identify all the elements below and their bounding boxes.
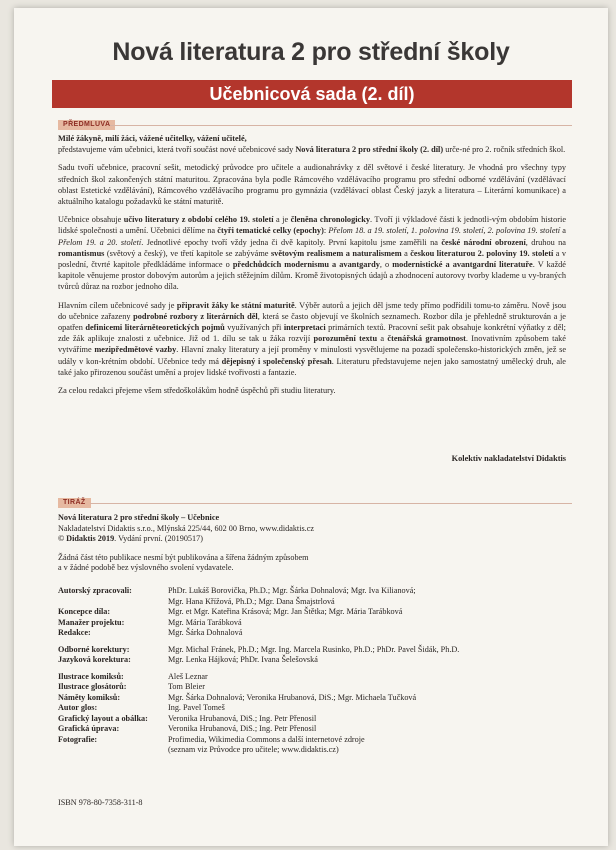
- text-run: . V každé kapitole věnujeme prostor dobovým autorům a jejich stěžejním dílům. Kromě životopisných údajů a zhodnocení autorovy tvorby klademe u vy-braných tvůrců důraz na rozbor jednoho díla.: [58, 260, 566, 292]
- text-run: předchůdcích modernismu a avantgardy: [232, 260, 380, 270]
- copyright: © Didaktis 2019: [58, 534, 115, 544]
- edition: . Vydání první. (20190517): [114, 534, 203, 544]
- credit-value: Mgr. Michal Fránek, Ph.D.; Mgr. Ing. Marcela Rusinko, Ph.D.; PhDr. Pavel Šidák, Ph.D.: [168, 644, 460, 654]
- text-run: české národní obrození: [441, 237, 526, 247]
- text-run: . Hlavní znaky literatury a její proměny v minulosti vysvětlujeme na pozadí společensko-historických změn, jež se udály v kon-krétním období. Učebnice tedy má: [58, 345, 566, 366]
- text-run: mezipředmětové vazby: [94, 345, 177, 355]
- book-title-line: Nová literatura 2 pro střední školy – Učebnice: [58, 513, 220, 522]
- credit-row: [58, 655, 572, 666]
- text-run: členěna chronologicky: [290, 215, 370, 225]
- credit-label: Manažer projektu:: [58, 617, 125, 627]
- text-run: porozumění textu: [313, 334, 378, 344]
- text-run: , druhou na: [525, 237, 566, 247]
- imprint-block: [58, 513, 566, 574]
- preface-paragraph: [58, 133, 566, 155]
- text-run: , která se často objevují ve školních seznamech. Rozbor díla je přehledně strukturován a je opatřen: [58, 311, 566, 333]
- text-run: Přelom 19. a 20. století: [58, 237, 142, 247]
- preface-text: [58, 133, 566, 403]
- preface-paragraph: Sadu tvoří učebnice, pracovní sešit, metodický průvodce pro učitele a audionahrávky z děl světové i české literatury. Je vhodná pro všechny typy středních škol zakončených státní maturitou. Zpracována byla podle Rámcového vzdělávacího programu pro střední odborné vzdělávání (vzdělávací oblast Estetické vzdělávání), Rámcového vzdělávacího programu pro gymnázia (vzdělávací oblast Český jazyk a literatura – Literární komunikace) a aktuálního katalogu požadavků ke státní maturitě.: [58, 163, 566, 207]
- credit-value: Mgr. Šárka Dohnalová: [168, 628, 243, 637]
- credit-label: Grafický layout a obálka:: [58, 713, 148, 723]
- credit-row: [58, 586, 572, 597]
- text-run: dějepisný i společenský přesah: [221, 356, 332, 366]
- credit-value: Mgr. Šárka Dohnalová; Veronika Hrubanová, DiS.; Mgr. Michaela Tučková: [168, 692, 417, 702]
- text-run: Učebnice obsahuje: [58, 215, 124, 225]
- preface-paragraph: Za celou redakci přejeme všem středoškolákům hodně úspěchů při studiu literatury.: [58, 386, 336, 396]
- credit-label: [58, 745, 168, 756]
- credit-value: Aleš Leznar: [168, 671, 208, 681]
- text-run: . Inovativním způsobem také vytváříme: [58, 334, 566, 355]
- text-run: romantismus: [58, 248, 105, 258]
- credit-row: [58, 607, 572, 618]
- preface-paragraph: [58, 214, 566, 292]
- subtitle-banner: Učebnicová sada (2. díl): [52, 80, 572, 108]
- credit-row: [58, 724, 572, 735]
- text-run: využívaných při: [224, 323, 284, 333]
- credit-row: [58, 703, 572, 714]
- credit-row: [58, 645, 572, 656]
- credit-label: Fotografie:: [58, 734, 98, 744]
- text-run: :: [323, 226, 329, 236]
- text-run: českou literaturou 2. poloviny 19. století: [410, 248, 554, 258]
- text-run: a: [401, 248, 411, 258]
- credit-row: [58, 682, 572, 693]
- credit-label: Náměty komiksů:: [58, 692, 121, 702]
- text-run: čtyři tematické celky (epochy): [217, 226, 324, 236]
- greeting: Milé žákyně, milí žáci, vážené učitelky, vážení učitelé,: [58, 134, 247, 143]
- credit-row: [58, 745, 572, 756]
- text-run: a: [560, 226, 566, 236]
- publisher-line: Nakladatelství Didaktis s.r.o., Mlýnská 225/44, 602 00 Brno, www.didaktis.cz: [58, 523, 314, 533]
- book-page: [14, 8, 608, 846]
- credit-row: [58, 618, 572, 629]
- text-run: a: [377, 334, 388, 344]
- text-run: připravit žáky ke státní maturitě: [176, 300, 295, 310]
- credit-row: [58, 597, 572, 608]
- text-run: Nová literatura 2 pro střední školy (2. díl): [295, 145, 444, 155]
- credit-value: Ing. Pavel Tomeš: [168, 703, 225, 712]
- page-title: Nová literatura 2 pro střední školy: [112, 38, 510, 66]
- text-run: interpretaci: [283, 323, 326, 333]
- credit-value: Mgr. Lenka Hájková; PhDr. Ivana Šelešovská: [168, 655, 318, 664]
- credits-list: [58, 586, 572, 756]
- credit-row: [58, 628, 572, 639]
- text-run: a v poslední, čtvrté kapitole předkládáme informace o: [58, 248, 566, 270]
- credit-value: Veronika Hrubanová, DiS.; Ing. Petr Přenosil: [168, 724, 317, 733]
- text-run: urče-né pro 2. ročník středních škol.: [443, 145, 566, 155]
- imprint-label: TIRÁŽ: [58, 498, 91, 508]
- preface-label: PŘEDMLUVA: [58, 120, 115, 130]
- credit-label: Redakce:: [58, 628, 91, 637]
- preface-paragraph: [58, 300, 566, 378]
- text-run: primárních textů. Pracovní sešit pak obsahuje konkrétní výňatky z děl; zde žák aplikuje znalosti z učebnice. Již od 1. dílu se tak u žáka rozvíjí: [58, 323, 566, 344]
- credit-label: Jazyková korektura:: [58, 655, 131, 664]
- text-run: (světový a český), ve třetí kapitole se zabýváme: [104, 248, 271, 258]
- credit-label: [58, 597, 168, 608]
- text-run: představujeme vám učebnici, která tvoří součást nové učebnicové sady: [58, 145, 296, 155]
- text-run: Hlavním cílem učebnicové sady je: [58, 300, 177, 310]
- credit-label: Grafická úprava:: [58, 724, 120, 733]
- preface-rule: [110, 125, 572, 126]
- credit-value: (seznam viz Průvodce pro učitele; www.didaktis.cz): [168, 745, 339, 754]
- text-run: světovým realismem a naturalismem: [270, 248, 402, 258]
- credit-label: Ilustrace komiksů:: [58, 671, 124, 681]
- credit-row: [58, 672, 572, 683]
- rights-line: a v žádné podobě bez výslovného svolení vydavatele.: [58, 563, 234, 573]
- text-run: , o: [379, 260, 393, 270]
- text-run: . Literaturu představujeme nejen jako samostatný umělecký druh, ale také jako přirozenou součást umění a projev lidské tvořivosti a fantazie.: [58, 356, 566, 377]
- credit-value: Mgr. et Mgr. Kateřina Krásová; Mgr. Jan Štětka; Mgr. Mária Tarábková: [168, 607, 403, 616]
- text-run: Přelom 18. a 19. století, 1. polovina 19. století, 2. polovina 19. století: [328, 226, 561, 236]
- credit-row: [58, 714, 572, 725]
- credit-row: [58, 693, 572, 704]
- text-run: a je: [273, 215, 291, 225]
- text-run: učivo literatury z období celého 19. století: [123, 215, 274, 225]
- signature: Kolektiv nakladatelství Didaktis: [451, 454, 566, 463]
- credit-value: Mgr. Hana Křížová, Ph.D.; Mgr. Dana Šmajstrlová: [168, 596, 335, 606]
- text-run: podrobné rozbory z literárních děl: [133, 311, 258, 321]
- rights-line: Žádná část této publikace nesmí být publikována a šířena žádným způsobem: [58, 552, 309, 562]
- credit-label: Ilustrace glosátorů:: [58, 682, 127, 691]
- text-run: . Tvoří ji výkladové části k jednotli-vým obdobím historie lidské společnosti a umění. Učebnici dělíme na: [58, 215, 567, 236]
- text-run: definicemi literárněteoretických pojmů: [85, 323, 225, 333]
- text-run: . Jednotlivé epochy tvoří vždy jedna či dvě kapitoly. První kapitolu jsme zaměřili na: [141, 237, 442, 247]
- credit-value: Profimedia, Wikimedia Commons a další internetové zdroje: [168, 734, 365, 744]
- credit-label: Autorský zpracovali:: [58, 586, 132, 595]
- text-run: . Výběr autorů a jejich děl jsme tedy přímo podřídili tomu-to záměru. Nově jsou do učebnice zařazeny: [58, 300, 566, 321]
- credit-value: Tom Bleier: [168, 682, 205, 691]
- credit-label: Autor glos:: [58, 703, 98, 712]
- credit-value: PhDr. Lukáš Borovička, Ph.D.; Mgr. Šárka Dohnalová; Mgr. Iva Kilianová;: [168, 586, 416, 595]
- credit-label: Koncepce díla:: [58, 607, 111, 616]
- credit-label: Odborné korektury:: [58, 644, 130, 654]
- credit-value: Mgr. Mária Tarábková: [168, 617, 242, 627]
- text-run: čtenářská gramotnost: [387, 334, 466, 344]
- credit-value: Veronika Hrubanová, DiS.; Ing. Petr Přenosil: [168, 713, 317, 723]
- isbn: ISBN 978-80-7358-311-8: [58, 798, 143, 807]
- text-run: modernistické a avantgardní literatuře: [392, 260, 533, 270]
- imprint-rule: [90, 503, 572, 504]
- credit-row: [58, 735, 572, 746]
